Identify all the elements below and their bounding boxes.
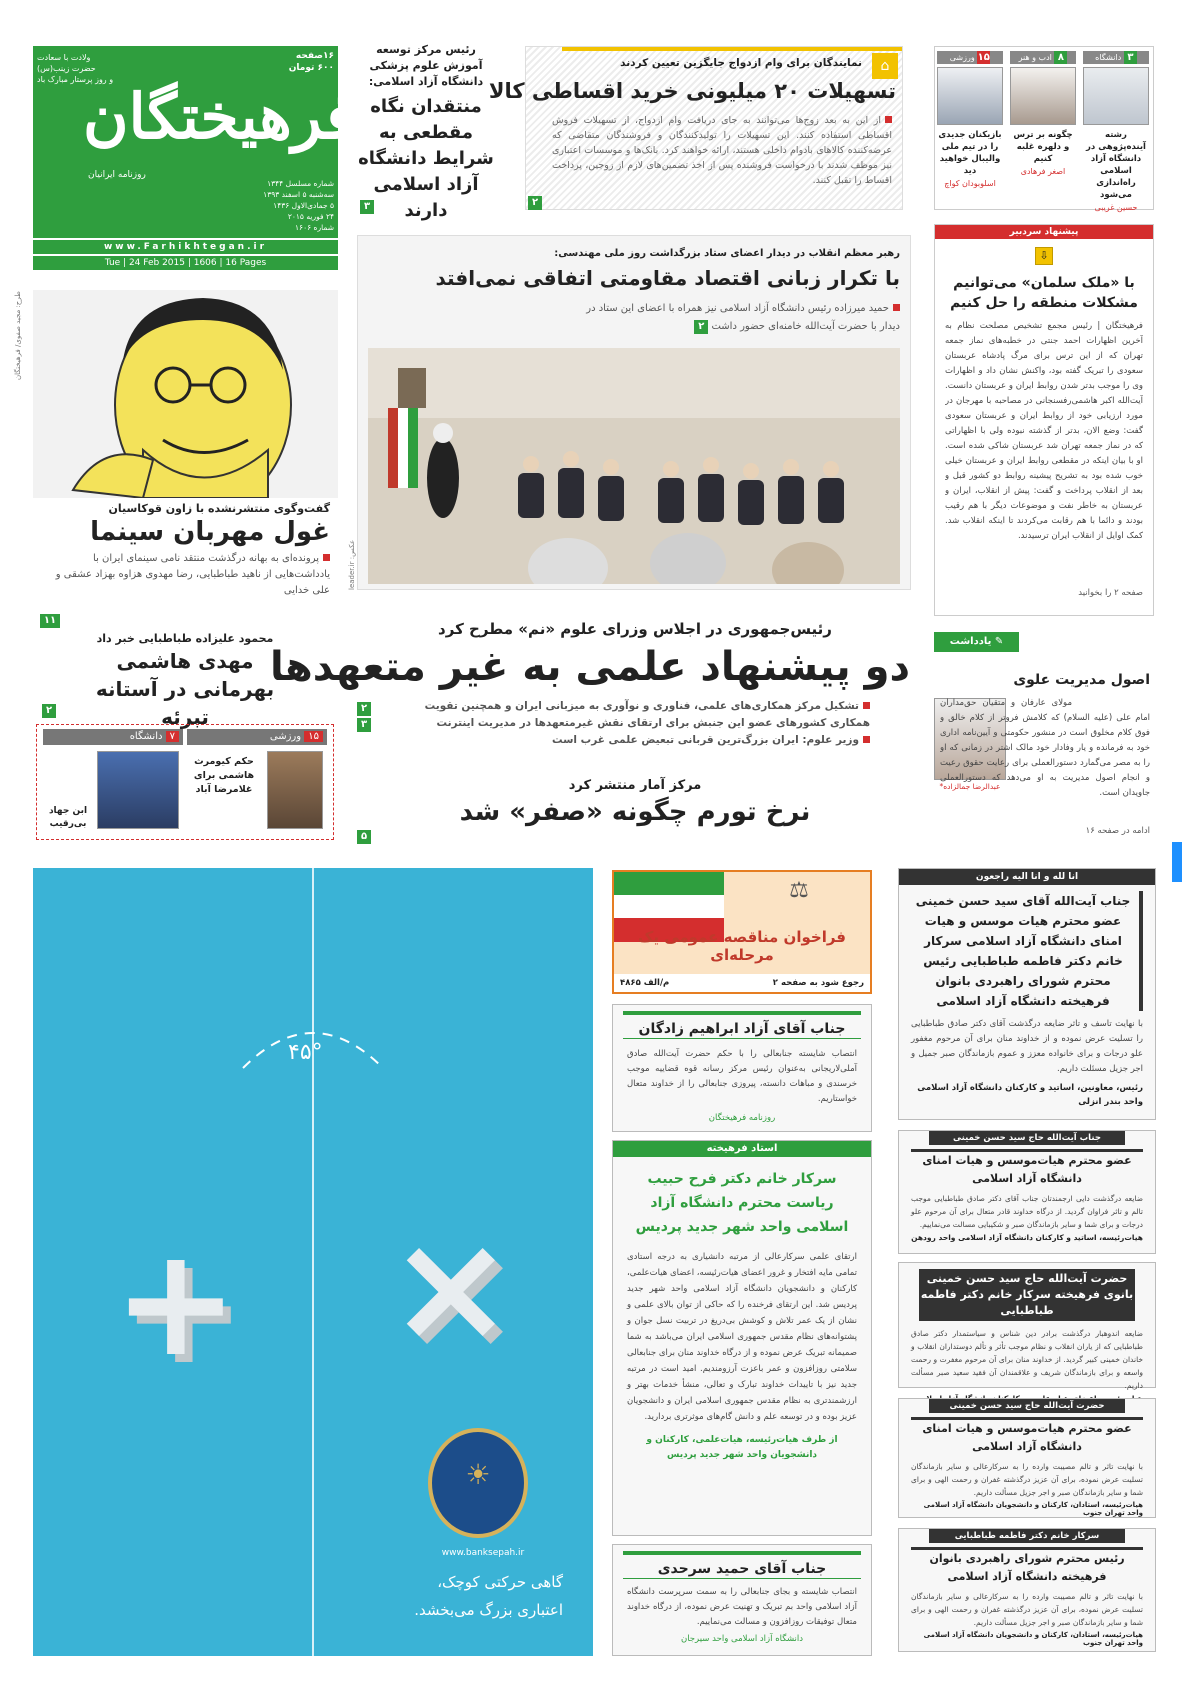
cinema-page-badge: ۱۱	[40, 614, 60, 628]
hashemi-kicker: محمود علیزاده طباطبایی خبر داد	[96, 632, 274, 645]
loan-top-bar	[562, 47, 902, 51]
condolence-3-header: حضرت آیت‌الله حاج سید حسن خمینی	[929, 1399, 1125, 1413]
ad1-sign: روزنامه فرهیختگان	[708, 1113, 776, 1123]
ad3-body: انتصاب شایسته و بجای جنابعالی را به سمت سرپرست دانشگاه آزاد اسلامی واحد بم تبریک و تهنیت عرض نموده، از درگاه خداوند متعال توفیقات روزافزون و مسالت می‌نماییم.	[627, 1587, 857, 1627]
note-body: مولای عارفان و متقیان حق‌مداران امام علی (علیه السلام) که کلامش فروتر از کلام خالق و فوق کلام مخلوق است در منشور حکومتی و آیین‌نامه اداری خود به فرمانده و یار وفادار خود مالک اشتر در زمانی که او را به مصر می‌گمارد دستورالعملی برای رعایت حقوق رعیت و انجام اصول مدیریت به او می‌دهد که دستورالعملی جاویدان است.	[940, 698, 1150, 798]
person-1-caption: چگونه بر ترس و دلهره غلبه کنیم	[1013, 130, 1073, 164]
cinema-credit: طرح: مجید صفوی/ فرهیختگان	[14, 291, 22, 380]
leader-story[interactable]	[357, 235, 911, 590]
tender-refer: رجوع شود به صفحه ۲	[772, 978, 864, 988]
condolence-0-header: انا لله و انا الیه راجعون	[899, 869, 1155, 885]
editor-note-continue[interactable]: صفحه ۲ را بخوانید	[1078, 588, 1143, 598]
leader-page-badge: ۲	[694, 320, 708, 334]
pen-icon: ✎	[994, 636, 1004, 647]
price: ۱۶صفحه ۶۰۰ تومان	[288, 51, 334, 73]
condolence-4[interactable]	[898, 1528, 1156, 1652]
masthead	[33, 46, 356, 238]
person-2-num: ۱۵	[977, 52, 990, 63]
loan-headline: تسهیلات ۲۰ میلیونی خرید اقساطی کالا	[488, 79, 896, 103]
person-2[interactable]	[937, 51, 1003, 207]
logo: فرهیختگان	[83, 80, 356, 153]
tender-headline: فراخوان مناقصه عمومی یک مرحله‌ای	[637, 928, 847, 964]
editor-note-label: پیشنهاد سردبیر	[935, 225, 1153, 239]
main-bullet-0: تشکیل مرکز همکاری‌های علمی، فناوری و نوآوری به میزبانی ایران و همچنین تقویت همکاری کشورهای عضو این جنبش برای ارتقای نقش غیرمتعهدها در مدیریت اینترنت	[424, 700, 870, 729]
inflation-headline: نرخ تورم چگونه «صفر» شد	[459, 797, 811, 827]
ad-ebrahimzadegan[interactable]	[612, 1004, 872, 1132]
hashemi-headline: مهدی هاشمی بهرمانی در آستانه تبرئه	[95, 649, 275, 729]
mini-box-1[interactable]	[43, 729, 183, 835]
ad2-body: ارتقای علمی سرکارعالی از مرتبه دانشیاری به درجه استادی تمامی مایه افتخار و غرور اعضای هیات‌رئیسه، اعضای هیات‌علمی، کارکنان و دانشجویان دانشگاه آزاد اسلامی واحد شهر جدید پردیس شد. این ارتقای فرخنده را که حاکی از توان بالای علمی و نشان از یک عمر تلاش و کوشش بی‌دریغ در تربیت نسل جوان و پشتوانه‌های نظام مقدس جمهوری اسلامی ایران می‌باشد به شما صمیمانه تبریک عرض نموده و از درگاه خداوند منان برای جنابعالی سلامتی روزافزون و عمر باعزت آرزومندیم. امید است در مرتبه جدید نیز با تاییدات خداوند تبارک و تعالی، منشأ خدمات بهتر و ارزشمندتری به نظام مقدس جمهوری اسلامی ایران و دانشجویان عزیز بوده و در توسعه علم و دانش گام‌های موثرتری بردارید.	[627, 1252, 857, 1422]
plus-sign: +	[113, 1216, 239, 1390]
condolence-3[interactable]	[898, 1398, 1156, 1518]
mini-box-1-section: دانشگاه	[129, 731, 163, 742]
main-bullet-1: وزیر علوم: ایران بزرگ‌ترین قربانی تبعیض علمی غرب است	[360, 732, 910, 749]
bank-ad-divider	[312, 868, 314, 1656]
condolence-4-header: سرکار خانم دکتر فاطمه طباطبایی	[929, 1529, 1125, 1543]
inflation-kicker: مرکز آمار منتشر کرد	[568, 778, 702, 793]
person-2-section: ورزشی	[949, 53, 975, 62]
person-0-name: حسین غریبی	[1094, 203, 1138, 212]
main-headline: دو پیشنهاد علمی به غیر متعهدها	[269, 644, 910, 690]
dedication: ولادت با سعادت حضرت زینب(س) و روز پرستار مبارک باد	[37, 53, 114, 84]
leader-headline: با تکرار زبانی اقتصاد مقاومتی اتفاقی نمی‌افتد	[435, 266, 900, 290]
condolence-3-sign: هیات‌رئیسه، استادان، کارکنان و دانشجویان دانشگاه آزاد اسلامی واحد تهران جنوب	[923, 1501, 1143, 1517]
person-1-photo	[1010, 67, 1076, 125]
person-2-caption: بازیکنان جدیدی را در تیم ملی والیبال خواهید دید	[938, 130, 1002, 176]
condolence-1[interactable]	[898, 1130, 1156, 1254]
person-2-photo	[937, 67, 1003, 125]
main-page-badge-1: ۳	[357, 718, 371, 732]
bank-website[interactable]: www.banksepah.ir	[441, 1548, 525, 1558]
ad3-sign: دانشگاه آزاد اسلامی واحد سیرجان	[680, 1634, 804, 1644]
person-1-name: اصغر فرهادی	[1020, 167, 1066, 176]
website-bar[interactable]: www.Farhikhtegan.ir	[33, 240, 338, 254]
cinema-body: پرونده‌ای به بهانه درگذشت منتقد نامی سینمای ایران با یادداشت‌هایی از ناهید طباطبایی، رضا مهدوی هزاوه بهزاد عشقی و علی خدایی	[55, 553, 330, 596]
editor-note-body: فرهیختگان | رئیس مجمع تشخیص مصلحت نظام به آخرین اظهارات احمد جنتی در خطبه‌های نماز جمعه تهران که از این ترس برای مرگ پادشاه عربستان سعودی را تبریک گفته بود، واکنش نشان داد و اظهارات وی را موجب بدتر شدن روابط ایران و عربستان دانست. آیت‌الله اکبر هاشمی‌رفسنجانی در مصاحبه با مهرجان در مورد ارزیابی خود از روابط ایران و عربستان سعودی گفت: وضع الان، بدتر از گذشته نبوده ولی با اظهاراتی که در نماز جمعه تهران شد عربستان شاکی شده است. او با بیان اینکه در مقطعی روابط ایران و عربستان خیلی خوب شده بود به تشریح پیشینه روابط دو کشور قبل و بعد از انقلاب پرداخت و گفت: پیش از انقلاب، ایران و عربستان به خاطر نفت و موضوعات دیگر با هم رقیب بودند و دائما با هم رقابت می‌کردند تا اینکه انقلاب شد. کمک اوایل از انقلاب ایران ترسیدند.	[945, 321, 1143, 541]
person-1[interactable]	[1010, 51, 1076, 207]
cinema-kicker: گفت‌وگوی منتشرنشده با زاون قوکاسیان	[108, 502, 330, 515]
condolence-1-header: جناب آیت‌الله حاج سید حسن خمینی	[929, 1131, 1125, 1145]
ad-farah-habib[interactable]	[612, 1140, 872, 1536]
bag-icon: ⌂	[872, 53, 898, 79]
hashemi-story[interactable]	[40, 632, 330, 729]
english-date: Tue | 24 Feb 2015 | 1606 | 16 Pages	[33, 256, 338, 270]
condolence-0[interactable]	[898, 868, 1156, 1120]
leader-photo-credit: عکس: leader.ir	[348, 539, 356, 590]
mini-box-0-photo	[267, 751, 323, 829]
condolence-1-body: ضایعه درگذشت دایی ارجمندتان جناب آقای دکتر صادق طباطبایی موجب تالم و تاثر فراوان گردید. از درگاه خداوند قادر متعال برای آن مرحوم علو درجات و برای شما و سایر بازماندگان صبر و شکیبایی مسالت می‌نماییم.	[911, 1194, 1143, 1229]
editor-note[interactable]	[934, 224, 1154, 616]
mini-box-0[interactable]	[187, 729, 327, 835]
editor-note-headline: با «ملک سلمان» می‌توانیم مشکلات منطقه را حل کنیم	[950, 275, 1138, 311]
main-page-badge-0: ۲	[357, 702, 371, 716]
persons-panel	[934, 46, 1154, 210]
condolence-1-title: عضو محترم هیات‌موسس و هیات امنای دانشگاه آزاد اسلامی	[911, 1149, 1143, 1188]
mini-box-1-num: ۷	[166, 731, 179, 742]
main-kicker: رئیس‌جمهوری در اجلاس وزرای علوم «نم» مطرح کرد	[438, 620, 832, 638]
mini-box-1-photo	[97, 751, 179, 829]
tender-code: م/الف ۴۸۶۵	[620, 978, 670, 988]
mini-box-0-text: حکم کیومرث هاشمی برای غلامرضا آباد	[193, 756, 255, 795]
tender-footer	[614, 974, 870, 992]
loan-story[interactable]	[488, 46, 903, 210]
mini-box-1-text: ابن جهاد بی‌رقیب	[48, 806, 88, 829]
inflation-story[interactable]	[360, 778, 910, 842]
cinema-headline: غول مهربان سینما	[90, 517, 330, 547]
leader-kicker: رهبر معظم انقلاب در دیدار اعضای ستاد بزرگداشت روز ملی مهندسی:	[554, 248, 900, 259]
leader-body: حمید میرزاده رئیس دانشگاه آزاد اسلامی نیز همراه با اعضای این ستاد در دیدار با حضرت آیت‌الله خامنه‌ای حضور داشت ۲	[586, 303, 900, 332]
tehran-page-badge: ۳	[360, 200, 374, 214]
bank-ad[interactable]	[33, 868, 593, 1656]
condolence-2-body: ضایعه اندوهبار درگذشت برادر دین شناس و سیاستمدار دکتر صادق طباطبایی که از یاران انقلاب و نظام موجب تأثر و تألم دوستداران انقلاب و خاندان خمینی کبیر گردید. از خداوند منان برای آن مرحوم مغفرت و رحمت واسعه و برای بازماندگان شریف و علاقمندان آن فقید سعید صبر مسألت داریم.	[911, 1329, 1143, 1390]
ad1-title: جناب آقای آزاد ابراهیم زادگان	[623, 1011, 861, 1039]
note-headline: اصول مدیریت علوی	[1013, 672, 1150, 688]
person-0[interactable]	[1083, 51, 1149, 212]
note-label: ✎ یادداشت	[934, 632, 1019, 652]
loan-page-badge: ۲	[528, 196, 542, 210]
note-continue[interactable]: ادامه در صفحه ۱۶	[1085, 826, 1150, 836]
logo-subtitle: روزنامه ایرانیان	[88, 170, 146, 180]
mini-boxes	[36, 724, 334, 840]
condolence-4-body: با نهایت تاثر و تالم مصیبت وارده را به سرکارعالی و سایر بازماندگان تسلیت عرض نموده، برای آن عزیز درگذشته غفران و رحمت الهی و برای شما و سایر بازماندگان صبر و اجر جزیل مسألت داریم.	[911, 1592, 1143, 1627]
condolence-4-sign: هیات‌رئیسه، استادان، کارکنان و دانشجویان دانشگاه آزاد اسلامی واحد تهران جنوب	[923, 1631, 1143, 1647]
mini-box-0-num: ۱۵	[304, 731, 323, 742]
bank-slogan: گاهی حرکتی کوچک، اعتباری بزرگ می‌بخشد.	[414, 1573, 563, 1619]
inflation-page-badge: ۵	[357, 830, 371, 844]
loan-kicker: نمایندگان برای وام ازدواج جایگزین تعیین کردند	[620, 57, 862, 69]
person-0-section: دانشگاه	[1095, 53, 1122, 62]
bank-emblem: ☀	[465, 1458, 491, 1491]
cinema-story[interactable]	[40, 502, 330, 628]
note[interactable]	[934, 632, 1154, 844]
mini-box-0-section: ورزشی	[269, 731, 302, 742]
loan-body: از این به بعد زوج‌ها می‌توانند به جای دریافت وام ازدواج، از تسهیلات فروش اقساطی استفاده کنند. این تسهیلات را تولیدکنندگان و فروشندگان متقاضی که عرضه‌کننده کالاهای بادوام داخلی هستند، ارائه خواهند کرد. بانک‌ها و موسسات اعتباری نیز موظف شدند با درخواست فروشنده پس از اخذ تضمین‌های لازم از زوجین، پرداخت اقساط را تقبل کنند.	[552, 115, 892, 186]
person-2-name: اسلوبودان کواچ	[944, 179, 996, 188]
condolence-3-body: با نهایت تاثر و تالم مصیبت وارده را به سرکارعالی و سایر بازماندگان تسلیت عرض نموده، برای آن عزیز درگذشته غفران و رحمت الهی و برای شما و سایر بازماندگان صبر و اجر جزیل مسألت داریم.	[911, 1462, 1143, 1497]
tehran-story[interactable]	[356, 42, 496, 221]
condolence-0-body: با نهایت تاسف و تاثر ضایعه درگذشت آقای دکتر صادق طباطبایی را تسلیت عرض نموده و از خداوند منان برای آن مرحوم مغفور علو درجات و برای خانواده معزز و عموم بازماندگان صبر جمیل و اجر جزیل مسئلت داریم.	[911, 1019, 1143, 1074]
times-sign: ×	[388, 1201, 514, 1375]
ad-sarhadi[interactable]	[612, 1544, 872, 1656]
tender-ad[interactable]	[612, 870, 872, 994]
leader-photo	[368, 348, 900, 584]
download-icon: ⇩	[1035, 247, 1053, 265]
condolence-0-sign: رئیس، معاونین، اساتید و کارکنان دانشگاه آزاد اسلامی واحد بندر انزلی	[917, 1083, 1143, 1107]
ad3-title: جناب آقای حمید سرحدی	[623, 1551, 861, 1579]
hashemi-page-badge: ۲	[42, 704, 56, 718]
condolence-3-title: عضو محترم هیات‌موسس و هیات امنای دانشگاه آزاد اسلامی	[911, 1417, 1143, 1456]
tender-emblem: ⚖	[789, 878, 809, 903]
person-0-photo	[1083, 67, 1149, 125]
cinema-portrait-svg	[33, 290, 338, 498]
condolence-0-title: جناب آیت‌الله آقای سید حسن خمینی عضو محترم هیات موسس و هیات امنای دانشگاه آزاد اسلامی سرکار خانم دکتر فاطمه طباطبایی رئیس محترم شورای راهبردی بانوان فرهیخته دانشگاه آزاد اسلامی	[911, 891, 1143, 1011]
side-marker	[1172, 842, 1182, 882]
tehran-headline: منتقدان نگاه مقطعی به شرایط دانشگاه آزاد اسلامی دارند	[358, 96, 494, 221]
ad1-body: انتصاب شایسته جنابعالی را با حکم حضرت آیت‌الله صادق آملی‌لاریجانی به‌عنوان رئیس مرکز رسانه قوه قضاییه موجب خرسندی و مباهات دانسته، پیروزی جنابعالی را از خداوند متعال خواستاریم.	[627, 1049, 857, 1104]
cinema-illustration	[33, 290, 338, 498]
ad2-label: استاد فرهیخته	[613, 1141, 871, 1157]
condolence-4-title: رئیس محترم شورای راهبردی بانوان فرهیخته دانشگاه آزاد اسلامی	[911, 1547, 1143, 1586]
tehran-kicker: رئیس مرکز توسعه آموزش علوم پزشکی دانشگاه آزاد اسلامی:	[368, 43, 484, 88]
person-0-caption: رشته آینده‌پژوهی در دانشگاه آزاد اسلامی راه‌اندازی می‌شود	[1086, 130, 1146, 200]
condolence-2-header: حضرت آیت‌الله حاج سید حسن خمینی بانوی فرهیخته سرکار خانم دکتر فاطمه طباطبایی	[919, 1269, 1135, 1321]
angle-label: ۴۵°	[288, 1040, 323, 1065]
issue-info: شماره مسلسل ۱۳۴۴ سه‌شنبه ۵ اسفند ۱۳۹۳ ۵ جمادی‌الاول ۱۴۳۶ ۲۴ فوریه ۲۰۱۵ شماره ۱۶۰۶	[263, 179, 334, 232]
person-0-num: ۳	[1124, 51, 1137, 64]
condolence-2[interactable]	[898, 1262, 1156, 1388]
ad2-title: سرکار خانم دکتر فرح حبیب ریاست محترم دانشگاه آزاد اسلامی واحد شهر جدید پردیس	[635, 1171, 849, 1235]
condolence-1-sign: هیات‌رئیسه، اساتید و کارکنان دانشگاه آزاد اسلامی واحد رودهن	[911, 1233, 1143, 1242]
ad2-sign: از طرف هیات‌رئیسه، هیات‌علمی، کارکنان و دانشجویان واحد شهر جدید پردیس	[646, 1435, 838, 1460]
person-1-num: ۸	[1054, 51, 1067, 64]
note-author: عبدالرضا جمالزاده*	[939, 782, 1001, 791]
person-1-section: ادب و هنر	[1018, 53, 1052, 62]
